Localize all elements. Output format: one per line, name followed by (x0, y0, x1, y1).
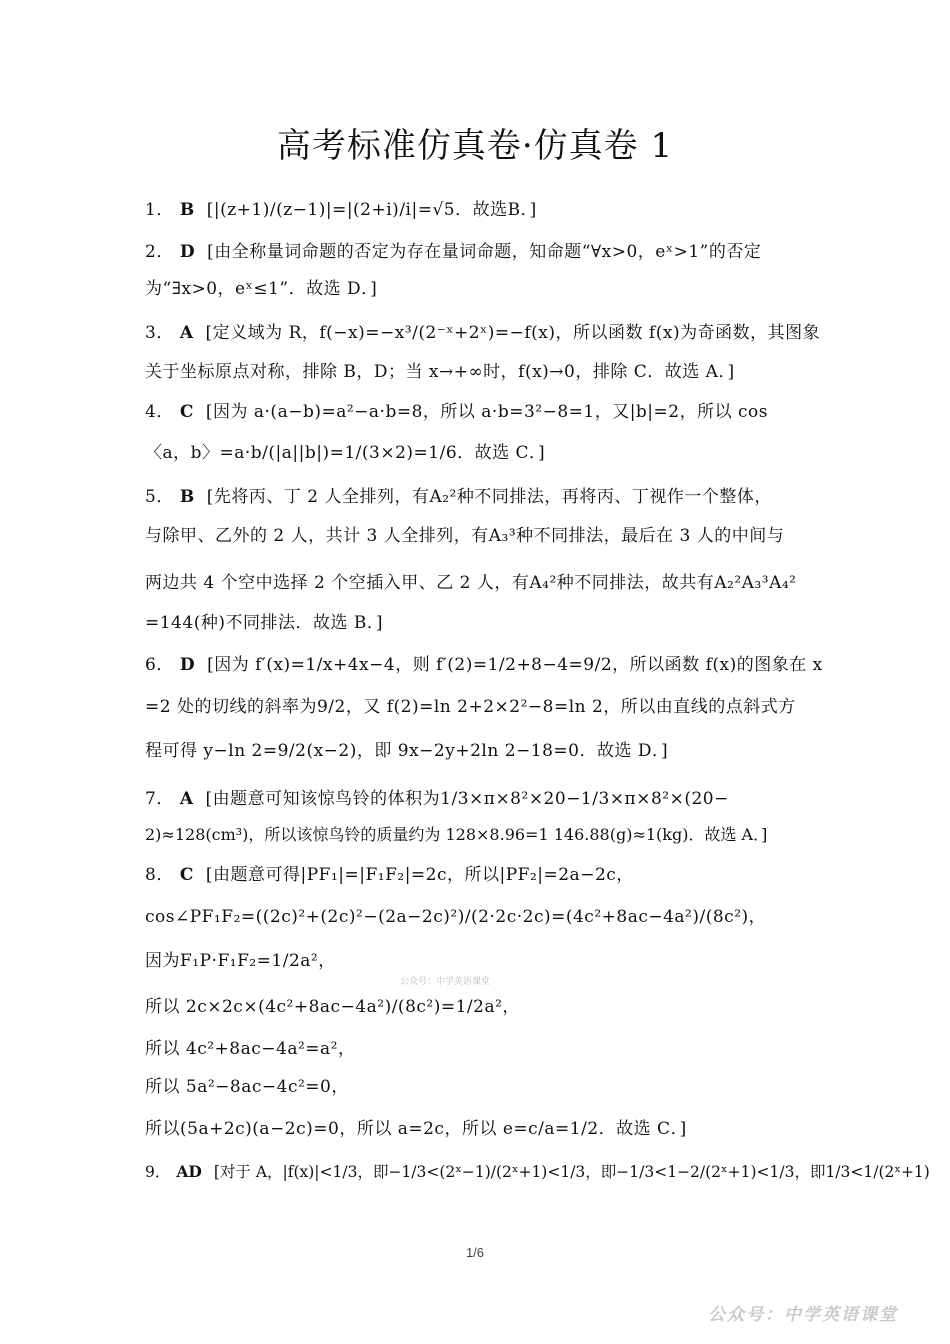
question-number: 7． (145, 789, 174, 809)
answer-line (145, 237, 761, 262)
continuation-line (145, 274, 377, 299)
page-number: 1/6 (465, 1245, 485, 1260)
explanation-text: [|(z+1)/(z−1)|=|(2+i)/i|=√5．故选B．] (206, 200, 537, 220)
formula-line (145, 946, 336, 971)
answer-line (145, 195, 537, 220)
answer-line (145, 318, 820, 343)
watermark-text: 公众号：中学英语课堂 (400, 977, 491, 987)
answer-key: D (179, 655, 196, 675)
answer-key: AD (176, 1162, 202, 1181)
explanation-text: 因为F₁P·F₁F₂=1/2a²， (145, 951, 336, 971)
question-number: 9． (145, 1163, 171, 1181)
explanation-text: 2)≈128(cm³)，所以该惊鸟铃的质量约为 128×8.96=1 146.88(g)≈1(kg)．故选 A．] (145, 825, 768, 844)
answer-key: D (179, 242, 196, 262)
continuation-line (145, 438, 545, 463)
page-title: 高考标准仿真卷·仿真卷 1 (276, 126, 674, 166)
explanation-text: 所以 5a²−8ac−4c²=0， (145, 1077, 349, 1097)
answer-key: A (179, 789, 194, 809)
continuation-line (145, 822, 767, 845)
answer-key: C (179, 865, 194, 885)
explanation-text: 〈a，b〉=a·b/(|a||b|)=1/(3×2)=1/6．故选 C．] (145, 443, 546, 463)
question-number: 1． (145, 200, 174, 220)
answer-line (145, 482, 772, 507)
explanation-text: cos∠PF₁F₂=((2c)²+(2c)²−(2a−2c)²)/(2·2c·2c)=(4c²+8ac−4a²)/(8c²)， (145, 907, 767, 927)
explanation-text: [因为 f′(x)=1/x+4x−4，则 f′(2)=1/2+8−4=9/2，所以函数 f(x)的图象在 x (207, 655, 823, 675)
formula-line (145, 992, 520, 1017)
explanation-text: 关于坐标原点对称，排除 B，D；当 x→+∞时，f(x)→0，排除 C．故选 A．] (145, 362, 735, 382)
explanation-text: 两边共 4 个空中选择 2 个空插入甲、乙 2 人，有A₄²种不同排法，故共有A₂²A₃³A₄² (145, 573, 797, 593)
answer-key: A (179, 323, 194, 343)
question-number: 5． (145, 487, 174, 507)
explanation-text: [先将丙、丁 2 人全排列，有A₂²种不同排法，再将丙、丁视作一个整体， (206, 487, 772, 507)
explanation-text: =2 处的切线的斜率为9/2，又 f(2)=ln 2+2×2²−8=ln 2，所以由直线的点斜式方 (145, 697, 796, 717)
answer-line (145, 860, 634, 885)
formula-line (145, 1034, 355, 1059)
explanation-text: 与除甲、乙外的 2 人，共计 3 人全排列，有A₃³种不同排法，最后在 3 人的中间与 (145, 526, 785, 546)
question-number: 8． (145, 865, 174, 885)
answer-key: B (179, 487, 195, 507)
formula-line (145, 902, 766, 927)
answer-line (145, 784, 729, 809)
continuation-line (145, 357, 735, 382)
answer-line (145, 1160, 930, 1182)
question-number: 3． (145, 323, 174, 343)
formula-line (145, 1114, 687, 1139)
explanation-text: [由题意可知该惊鸟铃的体积为1/3×π×8²×20−1/3×π×8²×(20− (205, 789, 729, 809)
explanation-text: 程可得 y−ln 2=9/2(x−2)，即 9x−2y+2ln 2−18=0．故选 D．] (145, 741, 669, 761)
answer-line (145, 650, 823, 675)
question-number: 2． (145, 242, 174, 262)
answer-key: B (179, 200, 195, 220)
answer-key: C (179, 402, 194, 422)
explanation-text: [对于 A，|f(x)|<1/3，即−1/3<(2ˣ−1)/(2ˣ+1)<1/3，即−1/3<1−2/(2ˣ+1)<1/3，即1/3<1/(2ˣ+1) (213, 1163, 930, 1181)
continuation-line (145, 521, 784, 546)
formula-line (145, 1072, 349, 1097)
explanation-text: 所以 2c×2c×(4c²+8ac−4a²)/(8c²)=1/2a²， (145, 997, 520, 1017)
continuation-line (145, 692, 796, 717)
explanation-text: [定义域为 R，f(−x)=−x³/(2⁻ˣ+2ˣ)=−f(x)，所以函数 f(x)为奇函数，其图象 (205, 323, 821, 343)
question-number: 4． (145, 402, 174, 422)
explanation-text: 所以(5a+2c)(a−2c)=0，所以 a=2c，所以 e=c/a=1/2．故选 C．] (145, 1119, 687, 1139)
continuation-line (145, 736, 668, 761)
explanation-text: [由全称量词命题的否定为存在量词命题，知命题“∀x>0，eˣ>1”的否定 (207, 242, 762, 262)
explanation-text: 所以 4c²+8ac−4a²=a²， (145, 1039, 356, 1059)
question-number: 6． (145, 655, 174, 675)
explanation-text: =144(种)不同排法．故选 B．] (145, 613, 383, 633)
explanation-text: [由题意可得|PF₁|=|F₁F₂|=2c，所以|PF₂|=2a−2c， (205, 865, 634, 885)
footer-watermark: 公众号：中学英语课堂 (708, 1305, 898, 1325)
continuation-line (145, 568, 797, 593)
continuation-line (145, 608, 383, 633)
explanation-text: 为“∃x>0，eˣ≤1”．故选 D．] (145, 279, 378, 299)
answer-line (145, 397, 768, 422)
explanation-text: [因为 a·(a−b)=a²−a·b=8，所以 a·b=3²−8=1，又|b|=2，所以 cos (205, 402, 768, 422)
